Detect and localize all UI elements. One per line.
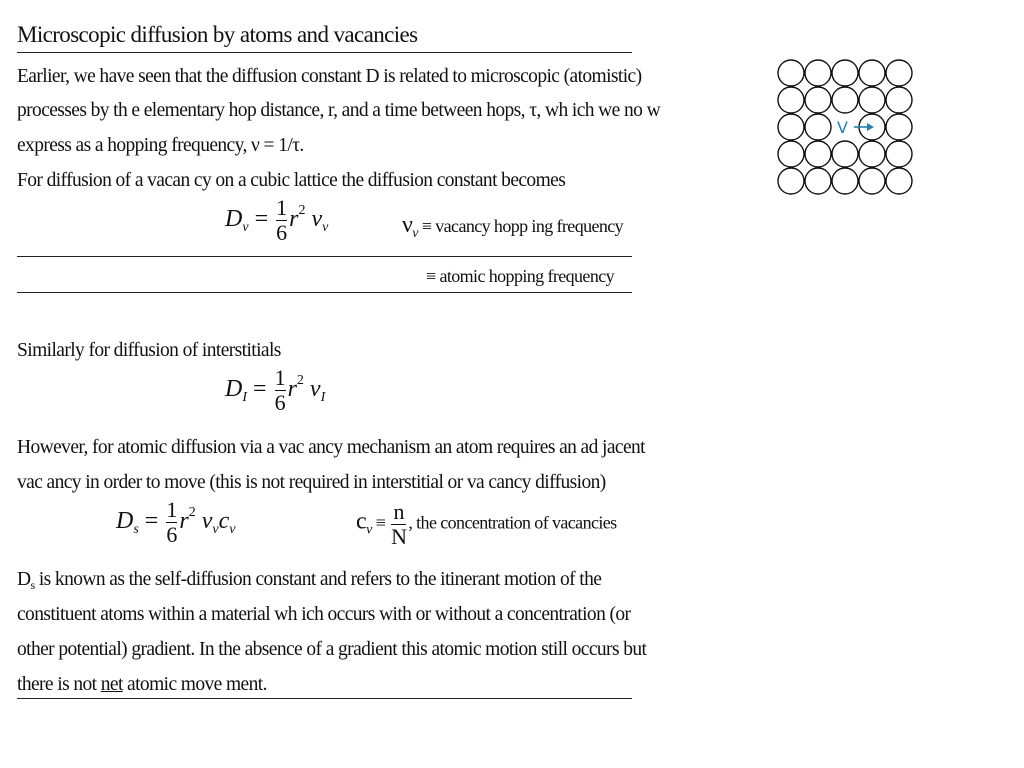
emphasis-net: net	[100, 674, 123, 695]
eq-symbol-r: r	[179, 508, 189, 535]
atomic-frequency-note	[426, 266, 614, 287]
note-text: atomic hopping frequency	[439, 266, 615, 286]
def-fraction	[391, 500, 406, 549]
eq-symbol-c: c	[218, 508, 230, 535]
def-subscript: v	[366, 522, 372, 538]
self-diffusion-line-2: constituent atoms within a material wh ich occurs with or without a concentration (or	[17, 604, 631, 625]
lattice-atom	[886, 168, 912, 194]
def-text: vacancy hopp ing frequency	[435, 216, 624, 236]
lattice-atom	[778, 87, 804, 113]
lattice-atom	[805, 141, 831, 167]
title-divider	[17, 52, 632, 53]
def-equiv: ≡	[375, 512, 386, 533]
eq-subscript: I	[320, 390, 326, 406]
lattice-atom	[778, 114, 804, 140]
lattice-atom	[886, 114, 912, 140]
lattice-atom	[778, 168, 804, 194]
eq-subscript: v	[322, 220, 329, 236]
def-numerator: n	[393, 499, 404, 524]
def-subscript: v	[412, 226, 418, 241]
def-equiv: ≡	[421, 216, 432, 236]
equation-interstitial-diffusion	[225, 366, 325, 415]
lattice-atom	[859, 60, 885, 86]
lattice-atom	[859, 87, 885, 113]
lattice-atom	[832, 60, 858, 86]
eq-fraction	[166, 498, 177, 547]
line-text: atomic move ment.	[122, 674, 267, 695]
equation-self-diffusion	[116, 498, 235, 547]
eq-symbol-r: r	[289, 206, 299, 233]
eq-superscript: 2	[298, 203, 306, 219]
eq-superscript: 2	[188, 505, 196, 521]
eq-symbol-nu: ν	[311, 206, 323, 233]
bottom-divider	[17, 698, 632, 699]
lattice-atom	[805, 87, 831, 113]
eq-subscript: v	[242, 220, 249, 236]
note-equiv: ≡	[426, 266, 436, 286]
however-line-2: vac ancy in order to move (this is not required in interstitial or va cancy diffusion)	[17, 472, 606, 493]
lattice-atom	[886, 60, 912, 86]
symbol-d-subscript: s	[30, 578, 35, 592]
eq-symbol-d: D	[225, 206, 243, 233]
def-text: , the concentration of vacancies	[408, 512, 617, 533]
intro-line-2: processes by th e elementary hop distance, r, and a time between hops, τ, wh ich we no w	[17, 100, 661, 121]
lattice-atom	[805, 168, 831, 194]
def-denominator: N	[391, 524, 407, 549]
lattice-atom	[886, 87, 912, 113]
eq-numerator: 1	[276, 195, 288, 220]
equation-vacancy-diffusion	[225, 196, 328, 245]
vacancy-concentration-definition	[356, 500, 617, 549]
self-diffusion-line-4	[17, 667, 632, 702]
page-title: Microscopic diffusion by atoms and vacancies	[17, 22, 418, 47]
eq-subscript: v	[229, 522, 236, 538]
lattice-atom	[805, 114, 831, 140]
interstitial-intro: Similarly for diffusion of interstitials	[17, 340, 281, 361]
eq-denominator: 6	[166, 522, 178, 547]
eq-subscript: I	[242, 390, 248, 406]
line-text: is known as the self-diffusion constant and refers to the itinerant motion of the	[34, 569, 602, 590]
eq-numerator: 1	[274, 365, 286, 390]
def-symbol-c: c	[356, 508, 367, 535]
eq-symbol-d: D	[116, 508, 134, 535]
eq-numerator: 1	[166, 497, 178, 522]
lattice-diagram	[776, 58, 916, 196]
lattice-atom	[859, 141, 885, 167]
vacancy-label: V	[837, 118, 848, 137]
def-symbol-nu: ν	[402, 212, 413, 238]
eq-equals: =	[254, 206, 269, 233]
eq-denominator: 6	[276, 220, 288, 245]
symbol-d: D	[17, 569, 31, 590]
eq-symbol-nu: ν	[309, 376, 321, 403]
eq-superscript: 2	[296, 373, 304, 389]
eq-fraction	[275, 366, 286, 415]
intro-line-3: express as a hopping frequency, ν = 1/τ.	[17, 135, 304, 156]
eq-subscript: s	[133, 522, 139, 538]
eq-subscript: v	[212, 522, 219, 538]
lattice-atom	[832, 141, 858, 167]
atomic-divider	[17, 292, 632, 293]
eq-symbol-r: r	[287, 376, 297, 403]
eq-symbol-d: D	[225, 376, 243, 403]
lattice-atom	[778, 141, 804, 167]
eq-symbol-nu: ν	[201, 508, 213, 535]
however-line-1: However, for atomic diffusion via a vac ancy mechanism an atom requires an ad jacent	[17, 437, 645, 458]
lattice-atom	[859, 168, 885, 194]
lattice-atom	[805, 60, 831, 86]
vacancy-frequency-definition	[402, 212, 623, 242]
eq-fraction	[276, 196, 287, 245]
vacancy-divider	[17, 256, 632, 257]
intro-line-4: For diffusion of a vacan cy on a cubic lattice the diffusion constant becomes	[17, 170, 566, 191]
intro-line-1: Earlier, we have seen that the diffusion constant D is related to microscopic (atomistic)	[17, 66, 642, 87]
eq-equals: =	[253, 376, 267, 403]
eq-equals: =	[144, 508, 159, 535]
lattice-atom	[832, 87, 858, 113]
self-diffusion-line-3: other potential) gradient. In the absence of a gradient this atomic motion still occurs but	[17, 639, 647, 660]
lattice-atom	[778, 60, 804, 86]
line-text: there is not	[17, 674, 101, 695]
lattice-atom	[886, 141, 912, 167]
eq-denominator: 6	[274, 390, 286, 415]
lattice-atom	[832, 168, 858, 194]
